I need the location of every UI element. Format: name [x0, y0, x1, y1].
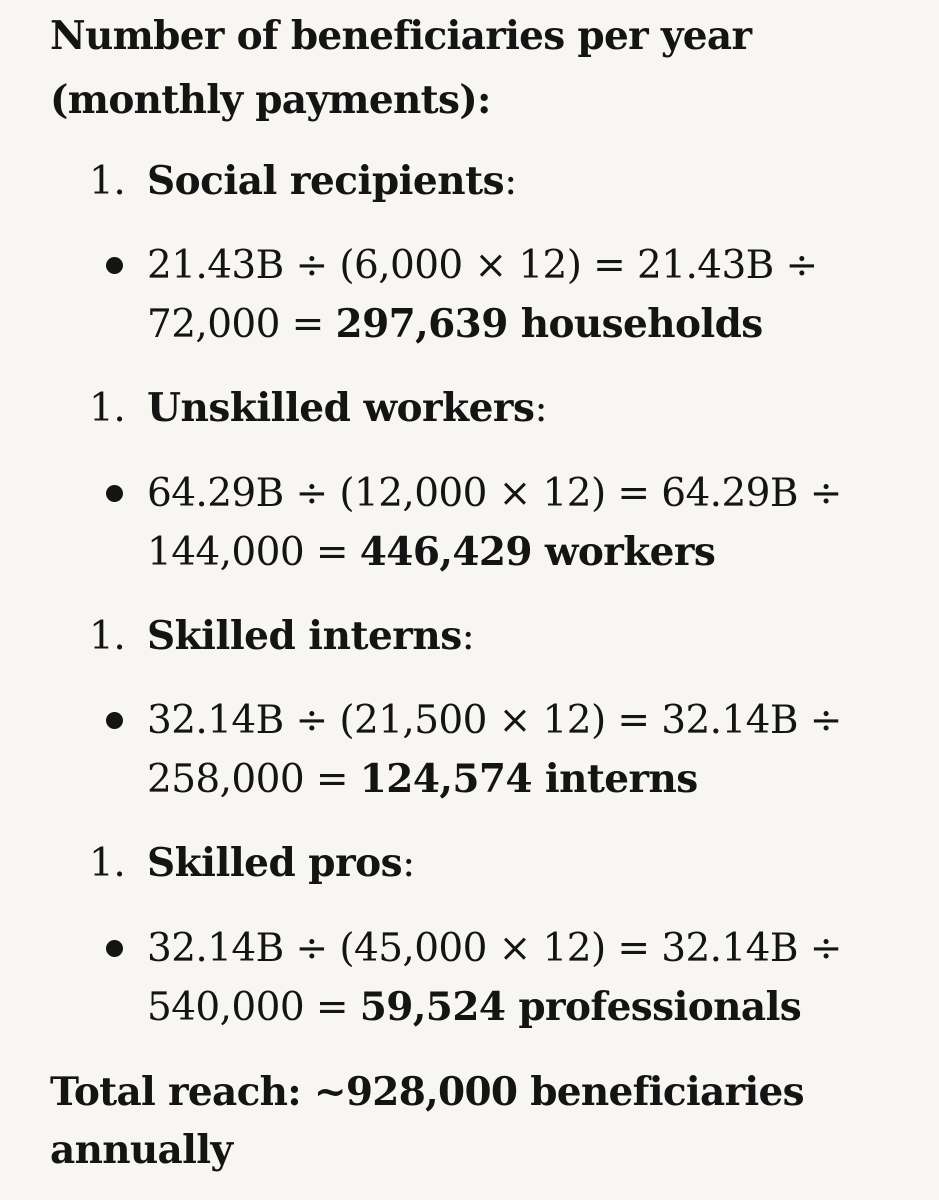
- list-item-social-recipients: [89, 157, 517, 206]
- page-title: Number of beneficiaries per year (monthly payments):: [50, 13, 752, 123]
- list-item-skilled-pros: [89, 839, 415, 888]
- list-label: Skilled interns: [147, 613, 462, 659]
- list-label: Unskilled workers: [147, 385, 535, 431]
- calculation-result: 59,524 professionals: [359, 984, 802, 1030]
- list-colon: :: [402, 841, 415, 886]
- list-label: Skilled pros: [147, 840, 403, 886]
- bullet-icon: [106, 940, 123, 957]
- calculation-formula: 64.29B ÷ (12,000 × 12) = 64.29B ÷ 144,000 =: [147, 471, 842, 575]
- bullet-icon: [106, 485, 123, 502]
- list-number: 1.: [89, 386, 126, 431]
- calculation-formula: 32.14B ÷ (45,000 × 12) = 32.14B ÷ 540,000 =: [147, 926, 842, 1030]
- list-colon: :: [461, 614, 475, 659]
- list-item-skilled-interns: [89, 612, 474, 661]
- list-label: Social recipients: [147, 158, 505, 204]
- calculation-result: 124,574 interns: [359, 756, 698, 802]
- total-reach: Total reach: ~928,000 beneficiaries annually: [50, 1069, 804, 1173]
- bullet-icon: [106, 257, 123, 274]
- list-number: 1.: [89, 159, 126, 204]
- list-item-unskilled-workers: [89, 384, 547, 433]
- calculation-unskilled-workers: [147, 465, 907, 582]
- calculation-result: 446,429 workers: [359, 529, 716, 575]
- calculation-result: 297,639 households: [335, 301, 763, 347]
- list-number: 1.: [89, 841, 126, 886]
- list-colon: :: [534, 386, 548, 431]
- list-colon: :: [504, 159, 517, 204]
- calculation-formula: 32.14B ÷ (21,500 × 12) = 32.14B ÷ 258,000 =: [147, 698, 842, 802]
- bullet-icon: [106, 712, 123, 729]
- calculation-skilled-interns: [147, 692, 907, 809]
- calculation-formula: 21.43B ÷ (6,000 × 12) = 21.43B ÷ 72,000 =: [147, 243, 818, 347]
- calculation-social-recipients: [147, 237, 907, 354]
- calculation-skilled-pros: [147, 920, 907, 1037]
- list-number: 1.: [89, 614, 126, 659]
